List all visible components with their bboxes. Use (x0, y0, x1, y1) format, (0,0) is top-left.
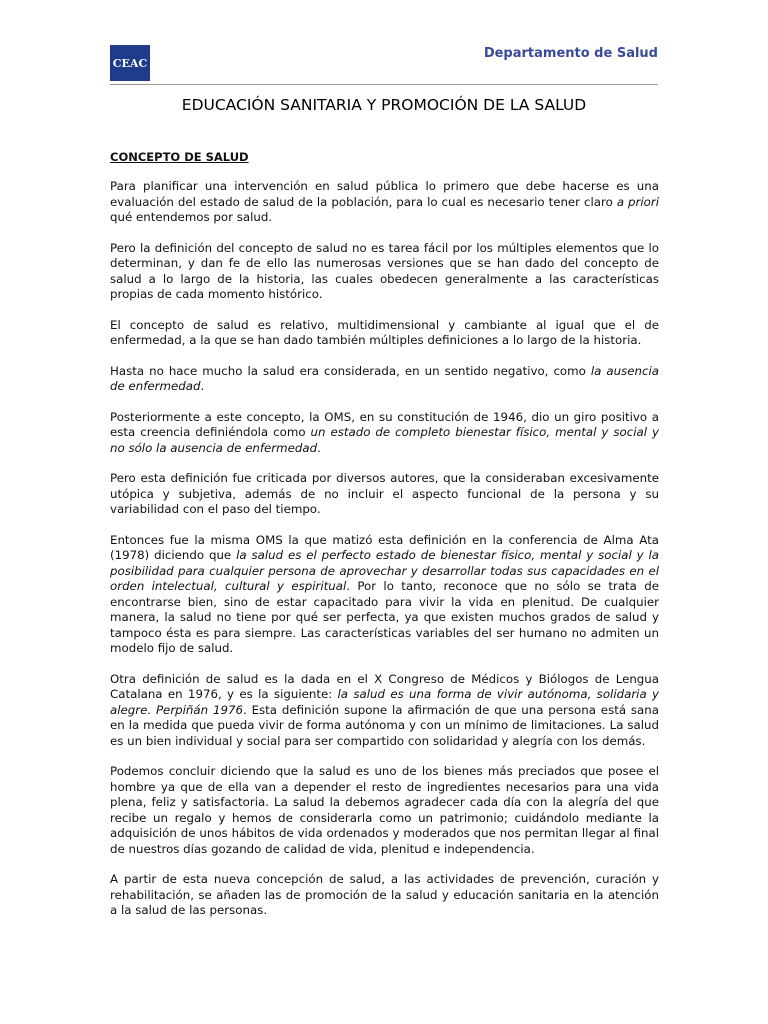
italic-text: un estado de completo bienestar físico, mental y social y no sólo la ausencia de enfermedad (110, 425, 659, 455)
paragraph (110, 764, 659, 857)
text-segment: Posteriormente a este concepto, la OMS, en su constitución de 1946, dio un giro positivo a esta creencia definiéndola como (110, 409, 659, 439)
text-segment: . Por lo tanto, reconoce que no sólo se trata de encontrarse bien, sino de estar capacitado para vivir la vida en plenitud. De cualquier manera, la salud no tiene por qué ser perfecta, ya que existen muchos grados de salud y tampoco ésta es para siempre. Las características variables del ser humano no admiten un modelo fijo de salud. (110, 579, 659, 655)
text-segment: Entonces fue la misma OMS la que matizó esta definición en la conferencia de Alma Ata (1978) diciendo que (110, 532, 659, 562)
paragraph (110, 471, 659, 518)
italic-text: la salud es el perfecto estado de bienestar físico, mental y social y la posibilidad para cualquier persona de aprovechar y desarrollar todas sus capacidades en el orden intelectual, cultural y espiritual (110, 548, 659, 593)
logo-text: CEAC (112, 56, 148, 70)
text-segment: Para planificar una intervención en salud pública lo primero que debe hacerse es una evaluación del estado de salud de la población, para lo cual es necesario tener claro (110, 179, 659, 209)
paragraph (110, 364, 659, 395)
text-segment: . Esta definición supone la afirmación de que una persona está sana en la medida que pueda vivir de forma autónoma y con un mínimo de limitaciones. La salud es un bien individual y social para ser compartido con solidaridad y alegría con los demás. (110, 702, 659, 748)
text-segment: Pero la definición del concepto de salud no es tarea fácil por los múltiples elementos que lo determinan, y dan fe de ello las numerosas versiones que se han dado del concepto de salud a lo largo de la historia, las cuales obedecen generalmente a las características propias de cada momento histórico. (110, 240, 659, 301)
text-segment: . (200, 379, 205, 393)
paragraph (110, 533, 659, 657)
document-title: EDUCACIÓN SANITARIA Y PROMOCIÓN DE LA SALUD (181, 96, 587, 114)
text-segment: . (317, 440, 321, 455)
paragraph (110, 672, 659, 750)
text-segment: Podemos concluir diciendo que la salud es uno de los bienes más preciados que posee el hombre ya que de ella van a depender el resto de ingredientes necesarios para una vida plena, feliz y satisfactoria. La salud la debemos agradecer cada día con la alegría del que recibe un regalo y hemos de considerarla como un patrimonio; cuidándolo mediante la adquisición de unos hábitos de vida ordenados y moderados que nos permitan llegar al final de nuestros días gozando de calidad de vida, plenitud e independencia. (110, 764, 659, 856)
text-segment: Pero esta definición fue criticada por diversos autores, que la consideraban excesivamente utópica y subjetiva, además de no incluir el aspecto funcional de la persona y su variabilidad con el paso del tiempo. (110, 471, 659, 516)
department-label: Departamento de Salud (483, 46, 658, 61)
text-segment: Hasta no hace mucho la salud era considerada, en un sentido negativo, como (110, 363, 591, 378)
body-text (110, 179, 659, 919)
text-segment: Otra definición de salud es la dada en el X Congreso de Médicos y Biólogos de Lengua Catalana en 1976, y es la siguiente: (110, 671, 659, 701)
italic-text: a priori (616, 194, 659, 209)
paragraph (110, 241, 659, 303)
text-segment: A partir de esta nueva concepción de salud, a las actividades de prevención, curación y rehabilitación, se añaden las de promoción de la salud y educación sanitaria en la atención a la salud de las personas. (110, 872, 659, 917)
header-divider (110, 84, 658, 85)
paragraph (110, 872, 659, 919)
section-heading: CONCEPTO DE SALUD (110, 150, 249, 164)
text-segment: qué entendemos por salud. (110, 210, 273, 224)
italic-text: la salud es una forma de vivir autónoma, solidaria y alegre. Perpiñán 1976 (110, 687, 659, 717)
ceac-logo (110, 45, 150, 81)
paragraph (110, 318, 659, 349)
paragraph (110, 179, 659, 226)
text-segment: El concepto de salud es relativo, multidimensional y cambiante al igual que el de enfermedad, a la que se han dado también múltiples definiciones a lo largo de la historia. (110, 317, 659, 347)
italic-text: la ausencia de enfermedad (110, 363, 659, 393)
paragraph (110, 410, 659, 457)
